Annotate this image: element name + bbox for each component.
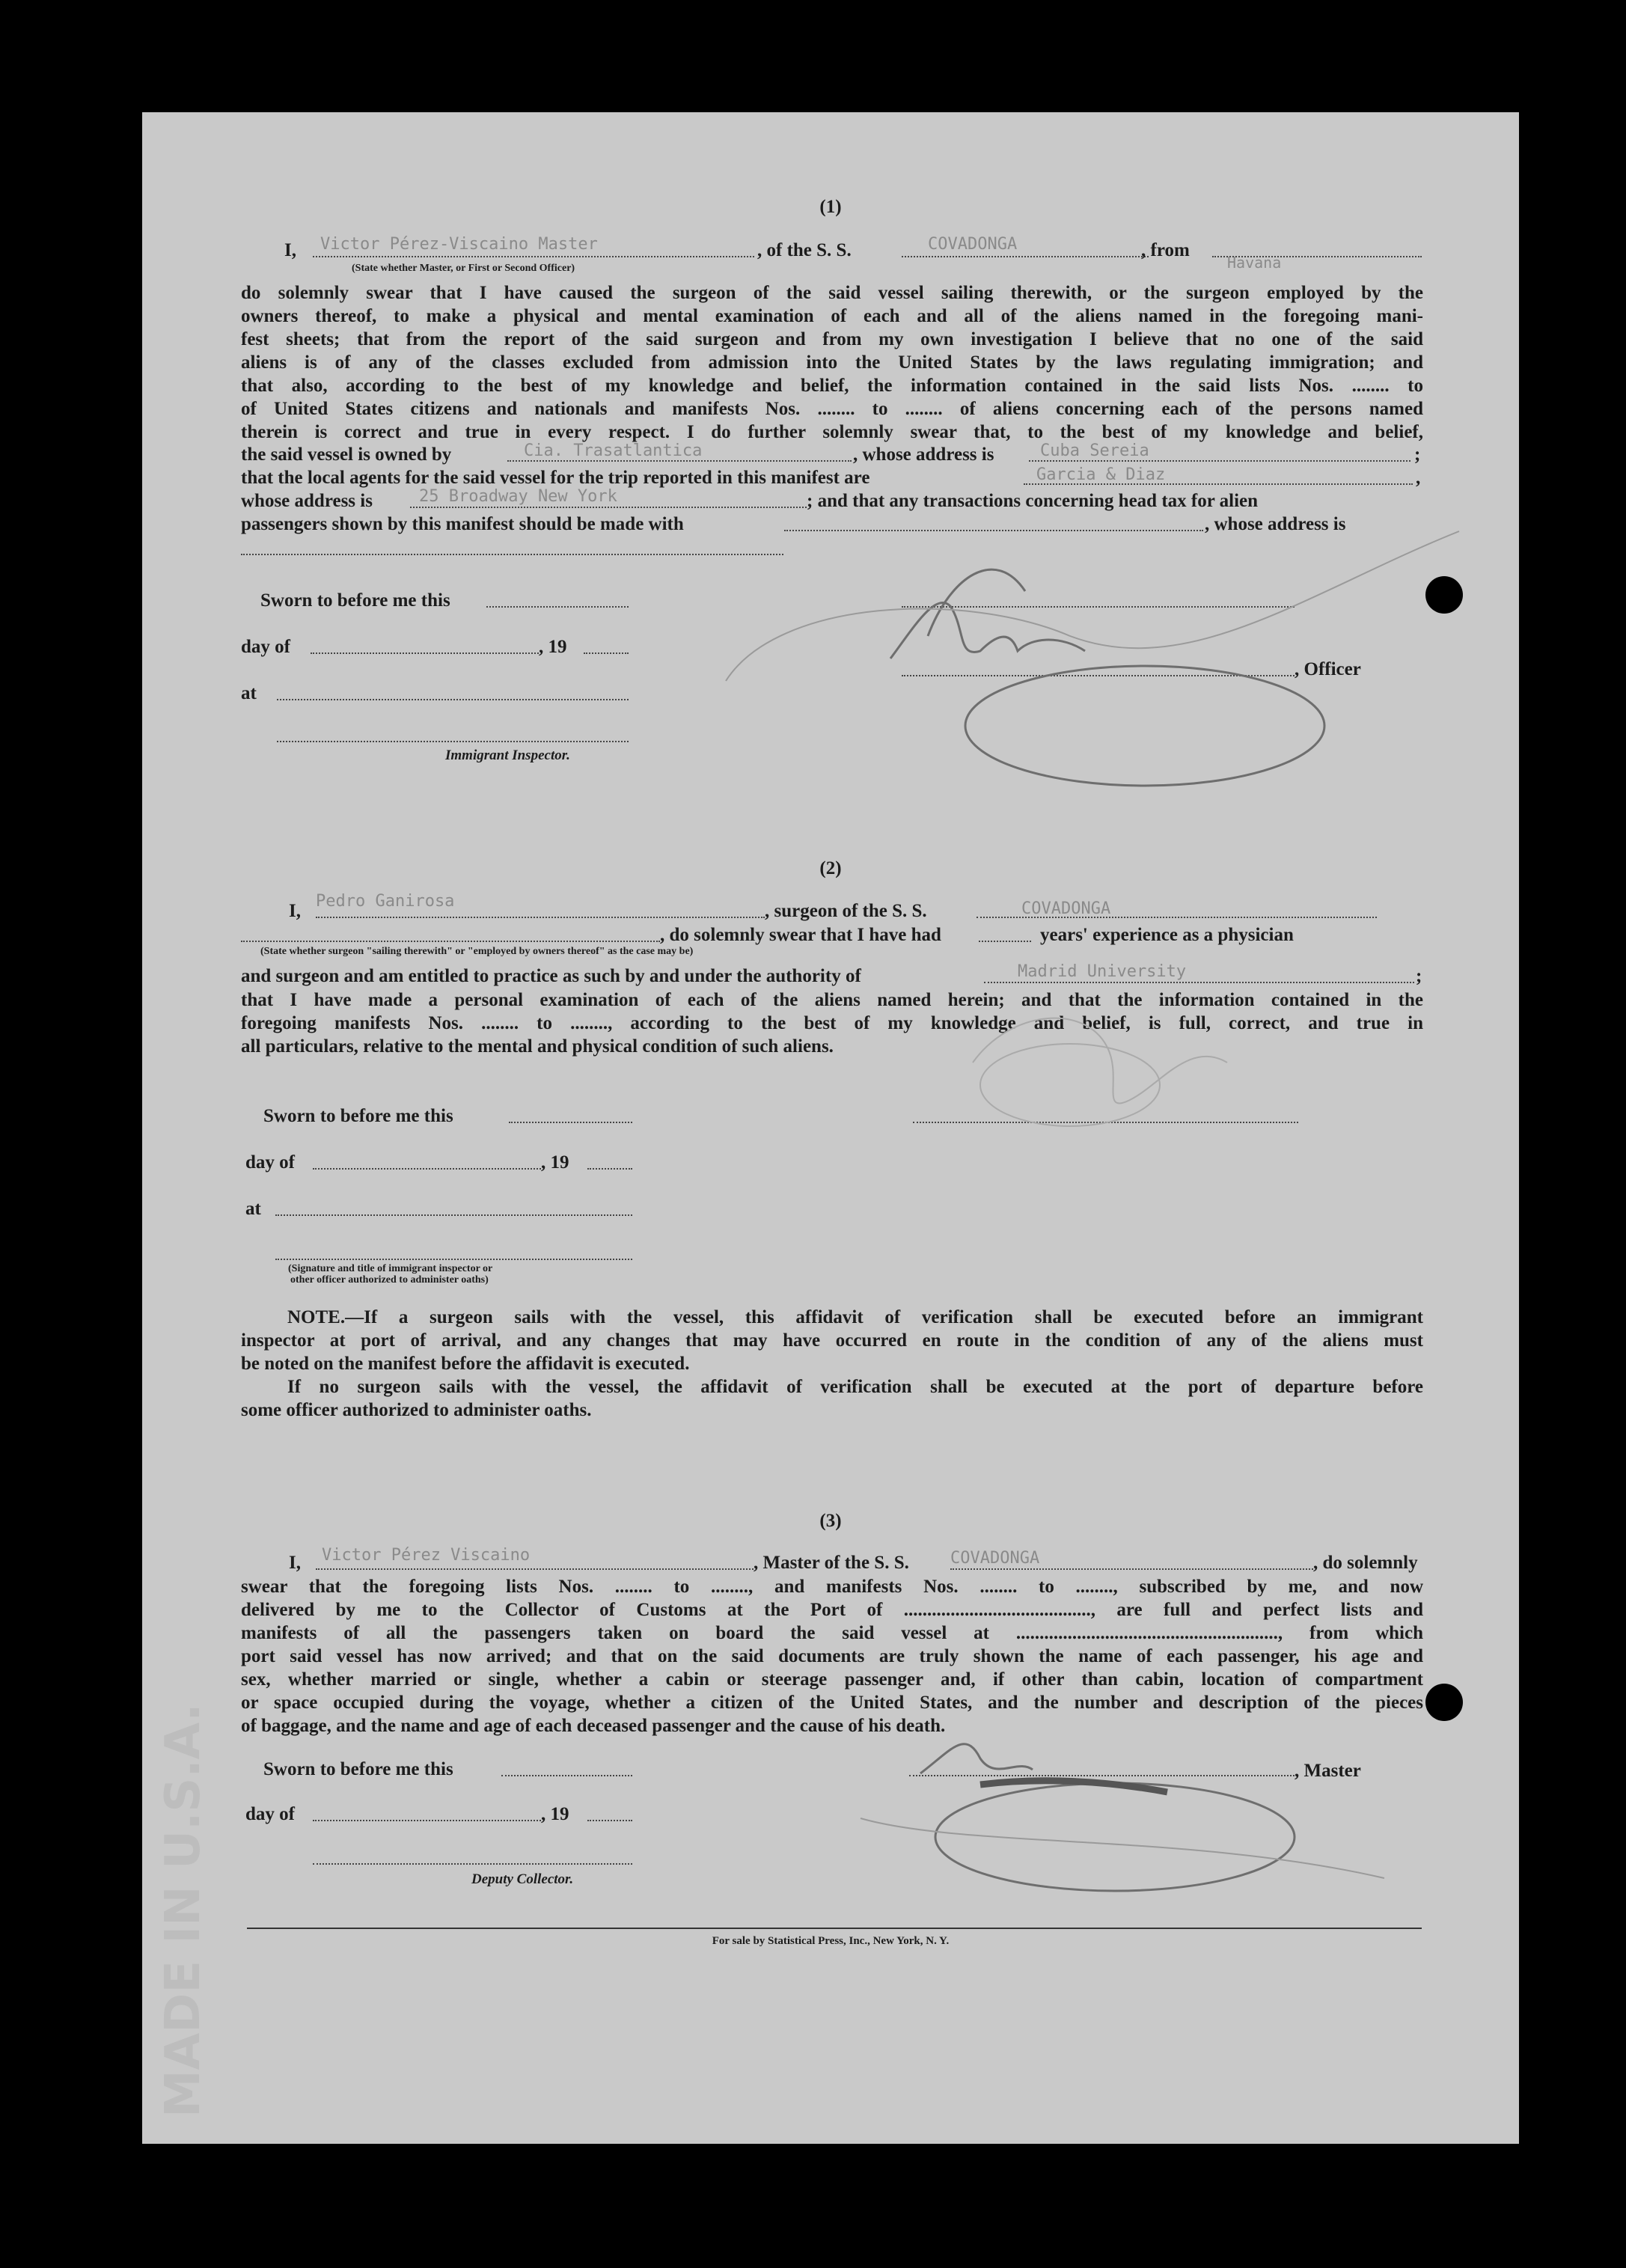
s1-from: , from bbox=[1141, 240, 1190, 260]
s2-line: foregoing manifests Nos. ........ to ........, according to the best of my knowledge and belief, is full, correct, and true in bbox=[241, 1013, 1423, 1033]
s1-inspector: Immigrant Inspector. bbox=[445, 748, 570, 763]
s1-comma: , bbox=[1416, 468, 1421, 488]
s2-day-of: day of bbox=[245, 1152, 295, 1173]
s3-master-name: Victor Pérez Viscaino bbox=[322, 1546, 531, 1565]
binder-hole bbox=[1425, 576, 1463, 614]
s1-vessel: COVADONGA bbox=[928, 235, 1018, 254]
s3-master: , Master bbox=[1295, 1761, 1361, 1781]
s3-master-of: , Master of the S. S. bbox=[754, 1553, 909, 1573]
s1-at: at bbox=[241, 683, 257, 703]
note-line: inspector at port of arrival, and any changes that may have occurred en route in the condition of any of the aliens must bbox=[241, 1330, 1423, 1351]
s1-passengers: passengers shown by this manifest should be made with bbox=[241, 514, 684, 534]
s1-sworn: Sworn to before me this bbox=[260, 590, 450, 611]
bleed-through-stamp: MADE IN U.S.A. bbox=[156, 1703, 211, 2118]
s3-line: sex, whether married or single, whether a cabin or steerage passenger and, if other than cabin, location of compartment bbox=[241, 1669, 1423, 1690]
note-line: some officer authorized to administer oaths. bbox=[241, 1400, 592, 1420]
s2-years: years' experience as a physician bbox=[1040, 925, 1294, 945]
s2-authority: and surgeon and am entitled to practice as such by and under the authority of bbox=[241, 966, 861, 986]
s3-i: I, bbox=[289, 1553, 301, 1573]
s3-line: or space occupied during the voyage, whether a citizen of the United States, and the number and description of the pieces bbox=[241, 1693, 1423, 1713]
s1-line: therein is correct and true in every respect. I do further solemnly swear that, to the best of my knowledge and belief, bbox=[241, 422, 1423, 442]
section-1-number: (1) bbox=[819, 197, 842, 217]
s1-line: of United States citizens and nationals and manifests Nos. ........ to ........ of aliens concerning each of the persons named bbox=[241, 399, 1423, 419]
s2-at: at bbox=[245, 1199, 261, 1219]
s2-line: that I have made a personal examination of each of the aliens named herein; and that the information contained in the bbox=[241, 990, 1423, 1010]
s1-owner-address: Cuba Sereia bbox=[1040, 441, 1149, 460]
s1-agent: Garcia & Diaz bbox=[1036, 465, 1166, 484]
s3-line: of baggage, and the name and age of each deceased passenger and the cause of his death. bbox=[241, 1716, 946, 1736]
s1-line: owners thereof, to make a physical and mental examination of each and all of the aliens named in the foregoing mani- bbox=[241, 306, 1423, 326]
s1-line: fest sheets; that from the report of the said surgeon and from my own investigation I believe that no one of the said bbox=[241, 329, 1423, 349]
s1-master-name: Victor Pérez-Viscaino Master bbox=[320, 235, 598, 254]
manifest-sheet bbox=[142, 112, 1519, 2144]
note-line: be noted on the manifest before the affidavit is executed. bbox=[241, 1354, 690, 1374]
s2-sig-note-1: (Signature and title of immigrant inspector or bbox=[288, 1263, 493, 1274]
s3-line: swear that the foregoing lists Nos. ........ to ........, and manifests Nos. ........ to ........, subscribed by me, and now bbox=[241, 1577, 1423, 1597]
s3-line: port said vessel has now arrived; and that on the said documents are truly shown the name of each passenger, his age and bbox=[241, 1646, 1423, 1666]
s1-owner: Cia. Trasatlantica bbox=[524, 441, 703, 460]
section-2-number: (2) bbox=[819, 858, 842, 878]
s1-nineteen: , 19 bbox=[539, 637, 567, 657]
s2-surgeon-of: , surgeon of the S. S. bbox=[765, 901, 927, 921]
s2-nineteen: , 19 bbox=[541, 1152, 569, 1173]
s2-surgeon-name: Pedro Ganirosa bbox=[316, 892, 455, 911]
s1-from-port: Havana bbox=[1227, 254, 1282, 272]
s1-day-of: day of bbox=[241, 637, 290, 657]
s1-i: I, bbox=[284, 240, 296, 260]
s3-line: delivered by me to the Collector of Customs at the Port of ........................................, are full and perfect lists and bbox=[241, 1600, 1423, 1620]
s2-sig-note-2: other officer authorized to administer oaths) bbox=[290, 1274, 489, 1286]
s1-agent-address: 25 Broadway New York bbox=[419, 487, 617, 506]
s2-semicolon: ; bbox=[1416, 966, 1422, 986]
s1-whose-address-is: , whose address is bbox=[1205, 514, 1346, 534]
s2-swear: , do solemnly swear that I have had bbox=[660, 925, 941, 945]
s3-sworn: Sworn to before me this bbox=[263, 1759, 453, 1779]
s2-line: all particulars, relative to the mental and physical condition of such aliens. bbox=[241, 1036, 834, 1057]
s1-line: do solemnly swear that I have caused the surgeon of the said vessel sailing therewith, or the surgeon employed by the bbox=[241, 283, 1423, 303]
s2-i: I, bbox=[289, 901, 301, 921]
s3-vessel: COVADONGA bbox=[950, 1549, 1040, 1568]
s3-do-solemnly: , do solemnly bbox=[1313, 1553, 1418, 1573]
s1-agents: that the local agents for the said vessel for the trip reported in this manifest are bbox=[241, 468, 870, 488]
signature-flourishes bbox=[142, 112, 1519, 2144]
s3-day-of: day of bbox=[245, 1804, 295, 1824]
s1-transactions: ; and that any transactions concerning head tax for alien bbox=[807, 491, 1259, 511]
s2-university: Madrid University bbox=[1018, 962, 1187, 981]
s1-owned-by: the said vessel is owned by bbox=[241, 444, 452, 465]
section-3-number: (3) bbox=[819, 1511, 842, 1531]
s3-deputy: Deputy Collector. bbox=[471, 1871, 574, 1887]
s1-whose-address: , whose address is bbox=[853, 444, 994, 465]
footer-publisher: For sale by Statistical Press, Inc., New York, N. Y. bbox=[712, 1935, 950, 1947]
note-line: If no surgeon sails with the vessel, the affidavit of verification shall be executed at the port of departure before bbox=[287, 1377, 1423, 1397]
s2-vessel: COVADONGA bbox=[1021, 899, 1111, 918]
s2-state-note: (State whether surgeon "sailing therewith" or "employed by owners thereof" as the case may be) bbox=[260, 946, 694, 957]
s1-line: that also, according to the best of my knowledge and belief, the information contained in the said lists Nos. ........ to bbox=[241, 376, 1423, 396]
s1-state-note: (State whether Master, or First or Second Officer) bbox=[352, 263, 575, 274]
s1-agent-whose: whose address is bbox=[241, 491, 373, 511]
s1-of-ss: , of the S. S. bbox=[757, 240, 852, 260]
s1-officer: , Officer bbox=[1295, 659, 1361, 679]
s2-sworn: Sworn to before me this bbox=[263, 1106, 453, 1126]
s1-semicolon: ; bbox=[1414, 444, 1421, 465]
s3-line: manifests of all the passengers taken on board the said vessel at ........................................................, from which bbox=[241, 1623, 1423, 1643]
s3-nineteen: , 19 bbox=[541, 1804, 569, 1824]
binder-hole bbox=[1425, 1684, 1463, 1721]
note-line: NOTE.—If a surgeon sails with the vessel, this affidavit of verification shall be executed before an immigrant bbox=[287, 1307, 1423, 1327]
s1-line: aliens is of any of the classes excluded from admission into the United States by the laws regulating immigration; and bbox=[241, 352, 1423, 373]
